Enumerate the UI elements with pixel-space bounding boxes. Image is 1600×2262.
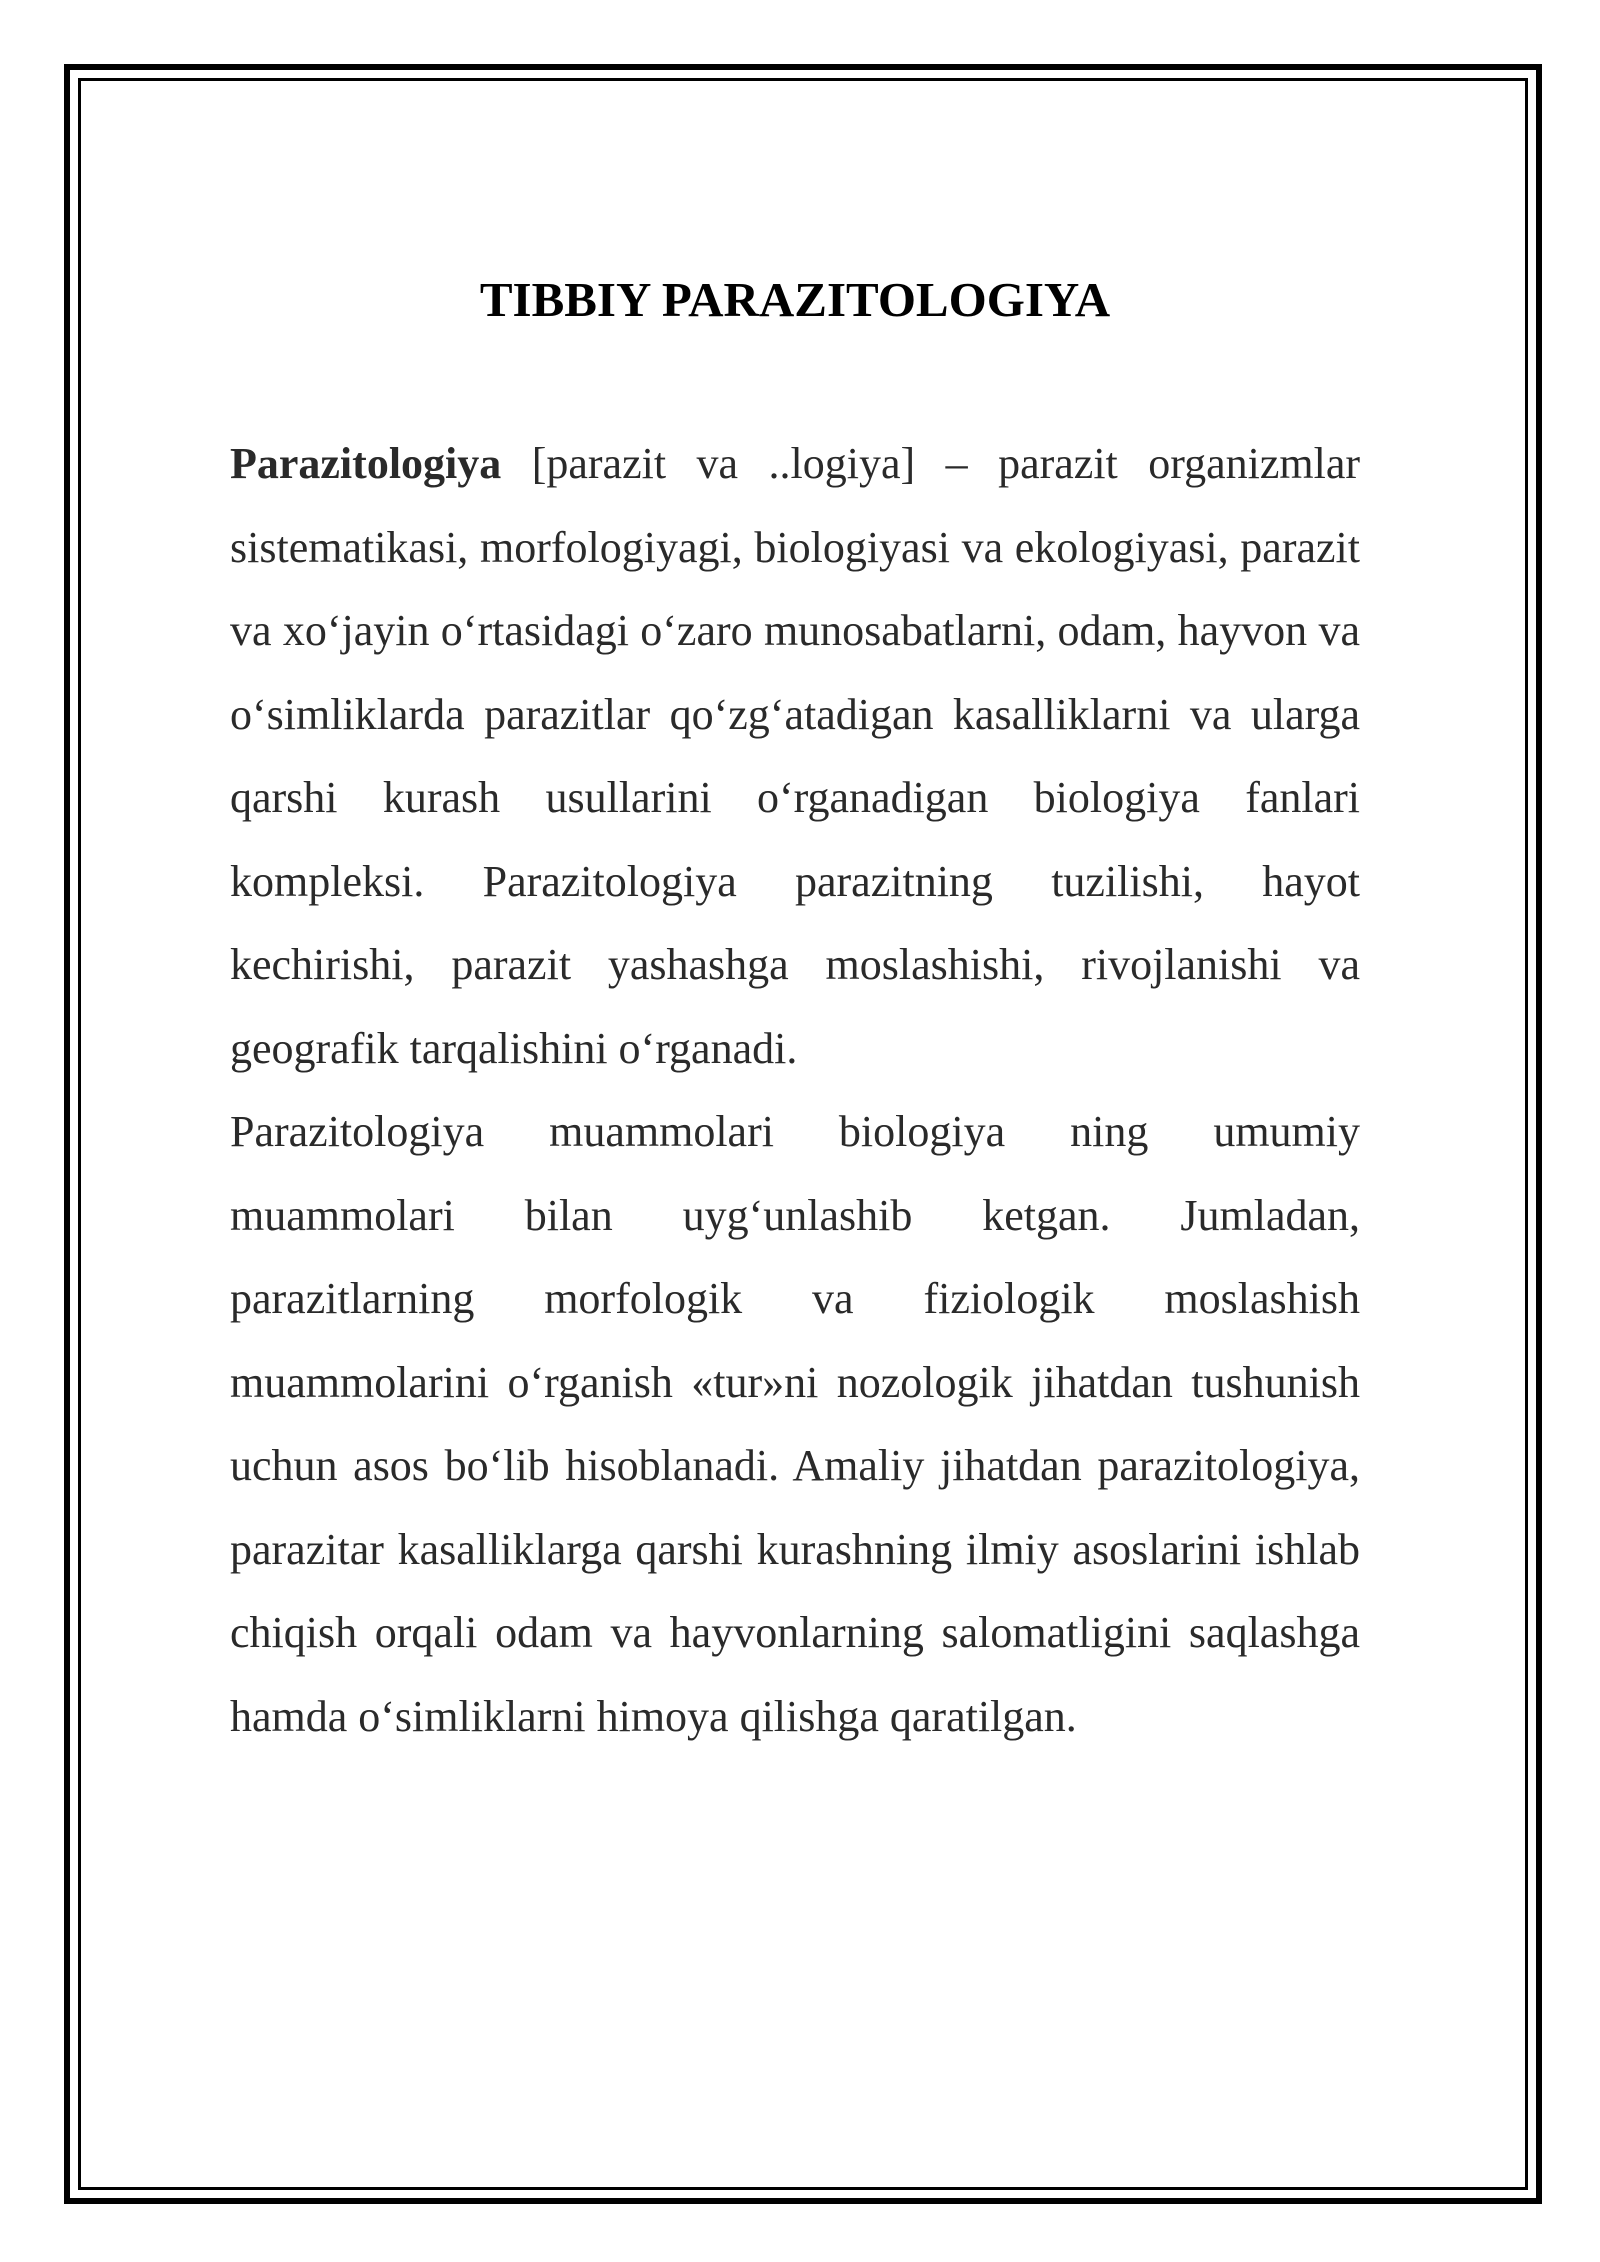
paragraph-problems: Parazitologiya muammolari biologiya ning umumiy muammolari bilan uyg‘unlashib ketgan. Jumladan, parazitlarning morfologik va fiziologik moslashish muammolarini o‘rganish «tur»ni nozologik jihatdan tushunish uchun asos bo‘lib hisoblanadi. Amaliy jihatdan parazitologiya, parazitar kasalliklarga qarshi kurashning ilmiy asoslarini ishlab chiqish orqali odam va hayvonlarning salomatligini saqlashga hamda o‘simliklarni himoya qilishga qaratilgan.	[230, 1107, 1360, 1741]
paragraph-definition	[230, 422, 1360, 1090]
document-body	[230, 422, 1360, 1758]
defined-term: Parazitologiya	[230, 439, 502, 488]
definition-text: [parazit va ..logiya] – parazit organizmlar sistematikasi, morfologiyagi, biologiyasi va ekologiyasi, parazit va xo‘jayin o‘rtasidagi o‘zaro munosabatlarni, odam, hayvon va o‘simliklarda parazitlar qo‘zg‘atadigan kasalliklarni va ularga qarshi kurash usullarini o‘rganadigan biologiya fanlari kompleksi. Parazitologiya parazitning tuzilishi, hayot kechirishi, parazit yashashga moslashishi, rivojlanishi va geografik tarqalishini o‘rganadi.	[230, 439, 1360, 1073]
page-title: TIBBIY PARAZITOLOGIYA	[479, 272, 1111, 327]
